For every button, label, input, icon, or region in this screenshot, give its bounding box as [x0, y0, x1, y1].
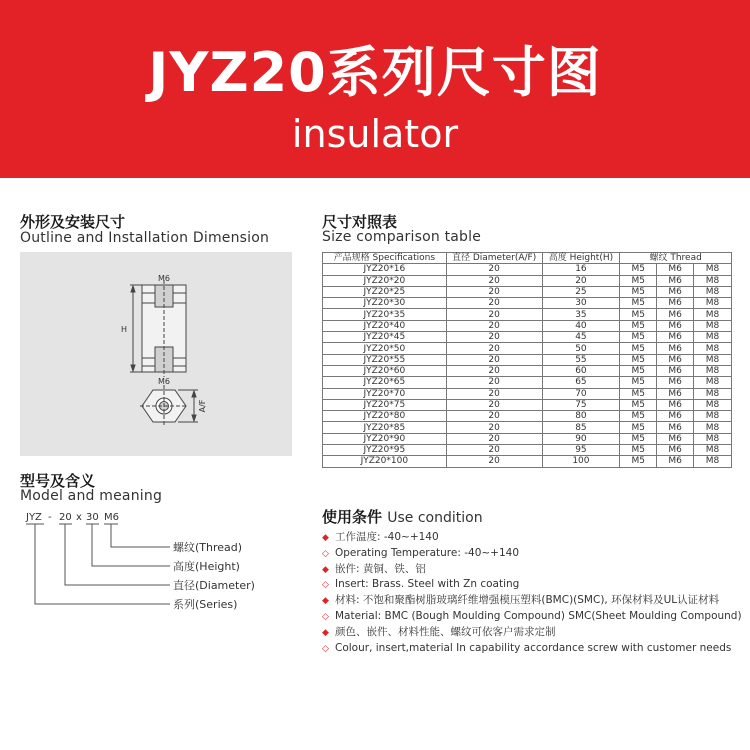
model-title-cn: 型号及含义	[20, 472, 96, 490]
cell-height: 25	[542, 286, 620, 297]
cell-height: 50	[542, 343, 620, 354]
cell-height: 95	[542, 445, 620, 456]
code-series: JYZ	[26, 512, 42, 523]
cell-thread-m8: M8	[694, 422, 732, 433]
cell-diameter: 20	[446, 377, 542, 388]
condition-text: Insert: Brass. Steel with Zn coating	[335, 578, 520, 591]
filled-diamond-icon: ◆	[322, 533, 329, 543]
cell-height: 16	[542, 264, 620, 275]
cell-thread-m6: M6	[657, 286, 694, 297]
cell-diameter: 20	[446, 433, 542, 444]
cell-thread-m5: M5	[620, 354, 657, 365]
model-title-en: Model and meaning	[20, 488, 163, 504]
cell-spec: JYZ20*100	[323, 456, 447, 467]
header-banner	[0, 0, 750, 178]
cell-spec: JYZ20*65	[323, 377, 447, 388]
header-thread: 螺纹 Thread	[620, 253, 732, 264]
cell-thread-m8: M8	[694, 388, 732, 399]
cell-thread-m5: M5	[620, 298, 657, 309]
cell-spec: JYZ20*75	[323, 399, 447, 410]
cell-thread-m8: M8	[694, 309, 732, 320]
use-condition-title-cn: 使用条件	[322, 508, 383, 526]
cell-thread-m6: M6	[657, 332, 694, 343]
table-row	[323, 422, 732, 433]
cell-diameter: 20	[446, 275, 542, 286]
hollow-diamond-icon: ◇	[322, 548, 329, 559]
cell-thread-m6: M6	[657, 354, 694, 365]
table-row	[323, 286, 732, 297]
cell-thread-m6: M6	[657, 275, 694, 286]
cell-thread-m5: M5	[620, 445, 657, 456]
cell-thread-m8: M8	[694, 354, 732, 365]
filled-diamond-icon: ◆	[322, 564, 329, 575]
cell-height: 20	[542, 275, 620, 286]
cell-spec: JYZ20*95	[323, 445, 447, 456]
table-row	[323, 309, 732, 320]
cell-spec: JYZ20*50	[323, 343, 447, 354]
condition-text: 材料: 不饱和聚酯树脂玻璃纤维增强模压塑料(BMC)(SMC), 环保材料及UL认证材料	[335, 594, 720, 607]
meaning-height: 高度(Height)	[173, 560, 240, 573]
cell-thread-m6: M6	[657, 422, 694, 433]
height-label: H	[120, 325, 128, 334]
cell-thread-m8: M8	[694, 320, 732, 331]
cell-thread-m5: M5	[620, 433, 657, 444]
code-dash: -	[48, 512, 52, 523]
filled-diamond-icon: ◆	[322, 627, 329, 638]
cell-spec: JYZ20*16	[323, 264, 447, 275]
cell-height: 60	[542, 365, 620, 376]
code-x: x	[76, 512, 82, 523]
cell-thread-m6: M6	[657, 411, 694, 422]
table-row	[323, 456, 732, 467]
page-title: JYZ20系列尺寸图	[148, 41, 602, 104]
page-subtitle: insulator	[291, 112, 459, 156]
cell-diameter: 20	[446, 422, 542, 433]
condition-text: Operating Temperature: -40~+140	[335, 546, 520, 559]
cell-spec: JYZ20*80	[323, 411, 447, 422]
cell-spec: JYZ20*60	[323, 365, 447, 376]
cell-spec: JYZ20*70	[323, 388, 447, 399]
cell-diameter: 20	[446, 320, 542, 331]
cell-height: 35	[542, 309, 620, 320]
cell-height: 75	[542, 399, 620, 410]
cell-thread-m5: M5	[620, 275, 657, 286]
filled-diamond-icon: ◆	[322, 596, 329, 607]
insulator-drawing	[20, 252, 292, 456]
model-code-diagram	[20, 505, 300, 615]
cell-height: 40	[542, 320, 620, 331]
cell-thread-m5: M5	[620, 332, 657, 343]
cell-thread-m8: M8	[694, 399, 732, 410]
cell-thread-m6: M6	[657, 433, 694, 444]
cell-diameter: 20	[446, 445, 542, 456]
condition-text: Material: BMC (Bough Moulding Compound) SMC(Sheet Moulding Compound)	[335, 609, 742, 622]
cell-diameter: 20	[446, 332, 542, 343]
condition-item	[322, 577, 742, 593]
use-condition-list	[322, 530, 742, 656]
table-row	[323, 411, 732, 422]
condition-text: 颜色、嵌件、材料性能、螺纹可依客户需求定制	[335, 625, 556, 638]
table-title-cn: 尺寸对照表	[322, 213, 398, 231]
cell-thread-m8: M8	[694, 343, 732, 354]
cell-diameter: 20	[446, 309, 542, 320]
table-row	[323, 399, 732, 410]
condition-item	[322, 562, 742, 578]
cell-thread-m6: M6	[657, 320, 694, 331]
cell-thread-m5: M5	[620, 343, 657, 354]
cell-thread-m8: M8	[694, 411, 732, 422]
cell-thread-m6: M6	[657, 264, 694, 275]
cell-thread-m8: M8	[694, 433, 732, 444]
table-row	[323, 365, 732, 376]
condition-text: 工作温度: -40~+140	[335, 531, 439, 543]
cell-thread-m5: M5	[620, 388, 657, 399]
cell-height: 80	[542, 411, 620, 422]
across-flats-label: A/F	[198, 399, 207, 413]
condition-item	[322, 546, 742, 562]
cell-thread-m5: M5	[620, 399, 657, 410]
cell-thread-m8: M8	[694, 377, 732, 388]
cell-thread-m5: M5	[620, 320, 657, 331]
table-row	[323, 343, 732, 354]
condition-item	[322, 625, 742, 641]
cell-thread-m8: M8	[694, 275, 732, 286]
cell-thread-m6: M6	[657, 298, 694, 309]
use-condition-title	[322, 506, 483, 527]
size-comparison-table	[322, 252, 732, 468]
table-row	[323, 332, 732, 343]
cell-thread-m8: M8	[694, 264, 732, 275]
table-row	[323, 298, 732, 309]
cell-spec: JYZ20*55	[323, 354, 447, 365]
condition-item	[322, 530, 742, 546]
cell-height: 65	[542, 377, 620, 388]
cell-thread-m5: M5	[620, 456, 657, 467]
cell-height: 30	[542, 298, 620, 309]
code-thread: M6	[104, 512, 119, 523]
cell-height: 100	[542, 456, 620, 467]
cell-diameter: 20	[446, 286, 542, 297]
bottom-thread-label: M6	[158, 377, 170, 386]
cell-thread-m6: M6	[657, 365, 694, 376]
condition-item	[322, 609, 742, 625]
table-row	[323, 354, 732, 365]
cell-spec: JYZ20*45	[323, 332, 447, 343]
top-thread-label: M6	[158, 274, 170, 283]
outline-title-en: Outline and Installation Dimension	[20, 230, 270, 246]
meaning-diameter: 直径(Diameter)	[173, 579, 255, 592]
meaning-thread: 螺纹(Thread)	[173, 541, 243, 554]
cell-thread-m6: M6	[657, 456, 694, 467]
cell-diameter: 20	[446, 343, 542, 354]
header-specifications: 产品规格 Specifications	[323, 253, 447, 264]
condition-item	[322, 593, 742, 609]
table-row	[323, 377, 732, 388]
code-height: 30	[86, 512, 99, 523]
cell-spec: JYZ20*20	[323, 275, 447, 286]
cell-thread-m8: M8	[694, 445, 732, 456]
condition-text: Colour, insert,material In capability accordance screw with customer needs	[335, 641, 732, 654]
outline-drawing	[20, 252, 292, 456]
cell-diameter: 20	[446, 411, 542, 422]
cell-thread-m8: M8	[694, 456, 732, 467]
table-row	[323, 275, 732, 286]
cell-thread-m8: M8	[694, 298, 732, 309]
cell-diameter: 20	[446, 388, 542, 399]
cell-thread-m5: M5	[620, 422, 657, 433]
cell-thread-m8: M8	[694, 365, 732, 376]
cell-thread-m6: M6	[657, 377, 694, 388]
hollow-diamond-icon: ◇	[322, 611, 329, 622]
cell-spec: JYZ20*35	[323, 309, 447, 320]
header-diameter: 直径 Diameter(A/F)	[446, 253, 542, 264]
cell-height: 85	[542, 422, 620, 433]
cell-spec: JYZ20*85	[323, 422, 447, 433]
cell-diameter: 20	[446, 354, 542, 365]
hollow-diamond-icon: ◇	[322, 643, 329, 654]
condition-text: 嵌件: 黄铜、铁、铝	[335, 562, 426, 575]
cell-diameter: 20	[446, 264, 542, 275]
cell-spec: JYZ20*25	[323, 286, 447, 297]
cell-thread-m5: M5	[620, 365, 657, 376]
table-row	[323, 433, 732, 444]
table-row	[323, 388, 732, 399]
table-row	[323, 320, 732, 331]
cell-height: 70	[542, 388, 620, 399]
cell-diameter: 20	[446, 365, 542, 376]
cell-thread-m6: M6	[657, 309, 694, 320]
table-header-row	[323, 253, 732, 264]
table-body	[323, 264, 732, 467]
use-condition-title-en: Use condition	[387, 510, 483, 526]
meaning-series: 系列(Series)	[173, 598, 238, 611]
cell-thread-m5: M5	[620, 411, 657, 422]
cell-diameter: 20	[446, 298, 542, 309]
cell-thread-m8: M8	[694, 286, 732, 297]
cell-spec: JYZ20*30	[323, 298, 447, 309]
cell-thread-m6: M6	[657, 445, 694, 456]
cell-diameter: 20	[446, 456, 542, 467]
cell-thread-m8: M8	[694, 332, 732, 343]
cell-spec: JYZ20*40	[323, 320, 447, 331]
table-row	[323, 264, 732, 275]
cell-thread-m5: M5	[620, 377, 657, 388]
code-diameter: 20	[59, 512, 72, 523]
cell-spec: JYZ20*90	[323, 433, 447, 444]
outline-title-cn: 外形及安装尺寸	[20, 213, 126, 231]
header-height: 高度 Height(H)	[542, 253, 620, 264]
cell-diameter: 20	[446, 399, 542, 410]
cell-thread-m6: M6	[657, 388, 694, 399]
cell-thread-m6: M6	[657, 343, 694, 354]
cell-thread-m6: M6	[657, 399, 694, 410]
cell-thread-m5: M5	[620, 264, 657, 275]
cell-thread-m5: M5	[620, 286, 657, 297]
condition-item	[322, 641, 742, 657]
cell-height: 90	[542, 433, 620, 444]
hollow-diamond-icon: ◇	[322, 580, 329, 591]
cell-height: 45	[542, 332, 620, 343]
cell-thread-m5: M5	[620, 309, 657, 320]
cell-height: 55	[542, 354, 620, 365]
table-row	[323, 445, 732, 456]
table-title-en: Size comparison table	[322, 229, 482, 245]
